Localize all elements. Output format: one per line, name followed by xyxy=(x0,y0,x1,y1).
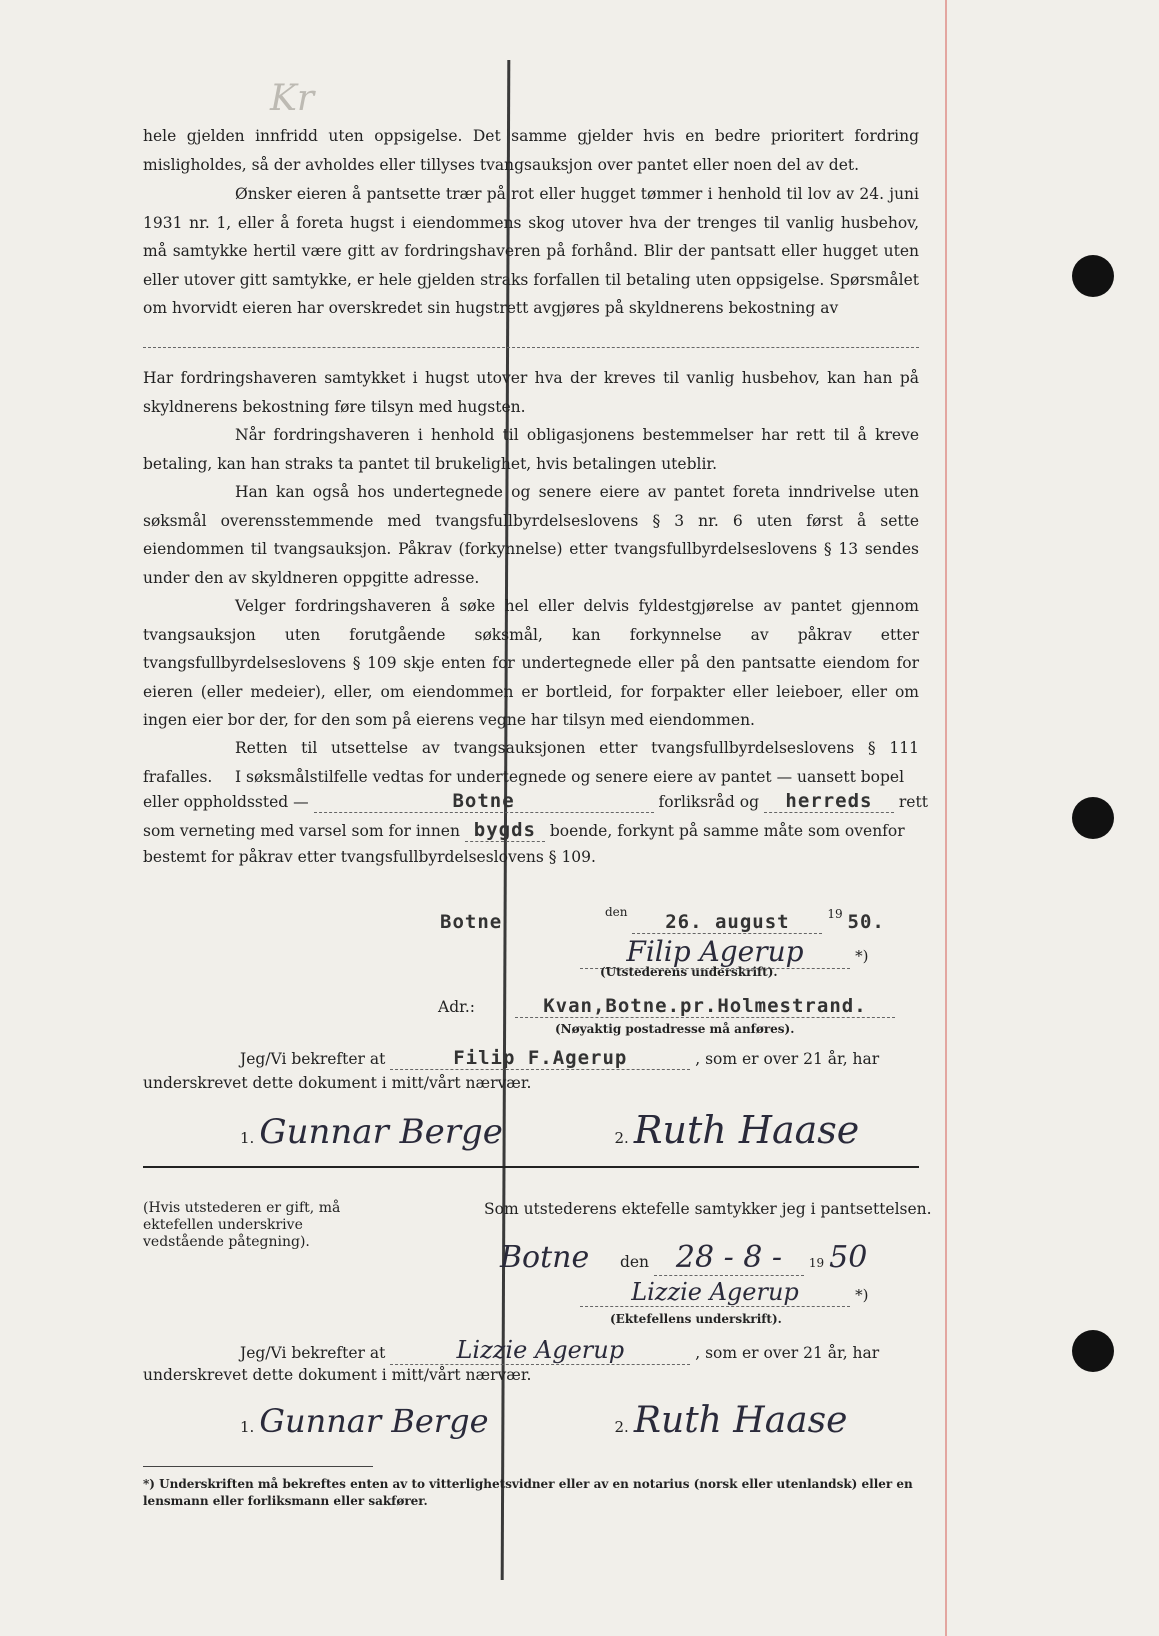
spouse-signature-line: Lizzie Agerup *) xyxy=(580,1278,868,1307)
issuer-date-line: Botne $^{den}$ 26. august $^{19}$ 50. xyxy=(440,905,885,933)
issuer-signature-caption: (Utstederens underskrift). xyxy=(600,965,778,979)
paragraph-8: I søksmålstilfelle vedtas for undertegnede og senere eiere av pantet — uansett bopel xyxy=(235,768,905,786)
punch-hole-bottom xyxy=(1072,1330,1114,1372)
issuer-address-line: Adr.: Kvan,Botne.pr.Holmestrand. xyxy=(438,995,895,1018)
venue-place-field: Botne xyxy=(314,790,654,813)
corner-mark: Kr xyxy=(270,78,315,119)
paragraph-1: hele gjelden innfridd uten oppsigelse. Det samme gjelder hvis en bedre prioritert fordring misligholdes, så der avholdes eller tillyses tvangsauksjon over pantet eller noen del av det. xyxy=(143,127,919,174)
issuer-signature: Filip Agerup xyxy=(580,935,850,969)
paragraph-3: Har fordringshaveren samtykket i hugst utover hva der kreves til vanlig husbehov, kan han på skyldnerens bekostning føre tilsyn med hugsten. xyxy=(143,369,919,416)
spouse-witness-1-signature: Gunnar Berge xyxy=(259,1402,489,1440)
footnote: *) Underskriften må bekreftes enten av to vitterlighetsvidner eller av en notarius (norsk eller utenlandsk) eller en lensmann eller forliksmann eller sakfører. xyxy=(143,1477,913,1508)
paragraph-5: Han kan også hos undertegnede og senere eiere av pantet foreta inndrivelse uten søksmål overensstemmende med tvangsfullbyrdelseslovens § 3 nr. 6 uten først å sette eiendommen til tvangsauksjon. Påkrav (forkynnelse) etter tvangsfullbyrdelseslovens § 13 sendes under den av skyldneren oppgitte adresse. xyxy=(143,483,919,587)
punch-hole-middle xyxy=(1072,797,1114,839)
spouse-confirm-line-2: underskrevet dette dokument i mitt/vårt nærvær. xyxy=(143,1366,532,1384)
spouse-signature: Lizzie Agerup xyxy=(580,1278,850,1307)
spouse-confirm-line: Jeg/Vi bekrefter at Lizzie Agerup , som er over 21 år, har xyxy=(240,1336,880,1364)
paragraph-6: Velger fordringshaveren å søke hel eller delvis fyldestgjørelse av pantet gjennom tvangsauksjon uten forutgående søksmål, kan forkynnelse av påkrav etter tvangsfullbyrdelseslovens § 109 skje enten for undertegnede eller på den pantsatte eiendom for eieren (eller medeier), eller, om eiendommen er bortleid, for forpakter eller leieboer, eller om ingen eier bor der, for den som på eierens vegne har tilsyn med eiendommen. xyxy=(143,597,919,729)
spouse-witnesses: 1. Gunnar Berge 2. Ruth Haase xyxy=(240,1400,848,1441)
spouse-signature-caption: (Ektefellens underskrift). xyxy=(610,1312,782,1326)
venue-court-field: herreds xyxy=(764,790,894,813)
spouse-consent: Som utstederens ektefelle samtykker jeg i pantsettelsen. xyxy=(484,1200,932,1218)
venue-area-field: bygds xyxy=(465,819,545,842)
paragraph-7: Retten til utsettelse av tvangsauksjonen etter tvangsfullbyrdelseslovens § 111 frafalles. xyxy=(143,739,919,786)
issuer-witnesses: 1. Gunnar Berge 2. Ruth Haase xyxy=(240,1108,860,1152)
spouse-note: (Hvis utstederen er gift, må ektefellen underskrive vedstående påtegning). xyxy=(143,1200,341,1250)
punch-hole-top xyxy=(1072,255,1114,297)
issuer-confirm-line-2: underskrevet dette dokument i mitt/vårt nærvær. xyxy=(143,1074,532,1092)
issuer-confirm-line: Jeg/Vi bekrefter at Filip F.Agerup , som er over 21 år, har xyxy=(240,1047,880,1069)
spouse-date-line: Botne den 28 - 8 - 19 50 xyxy=(500,1240,868,1275)
issuer-signature-line: Filip Agerup *) xyxy=(580,935,868,969)
blank-line xyxy=(143,347,919,348)
witness-1-signature: Gunnar Berge xyxy=(259,1112,503,1152)
paragraph-2: Ønsker eieren å pantsette trær på rot eller hugget tømmer i henhold til lov av 24. juni 1931 nr. 1, eller å foreta hugst i eiendommens skog utover hva der trenges til vanlig husbehov, må samtykke hertil være gitt av fordringshaveren på forhånd. Blir der pantsatt eller hugget uten eller utover gitt samtykke, er hele gjelden straks forfallen til betaling uten oppsigelse. Spørsmålet om hvorvidt eieren har overskredet sin hugstrett avgjøres på skyldnerens bekostning av xyxy=(143,185,919,317)
venue-line-3: bestemt for påkrav etter tvangsfullbyrdelseslovens § 109. xyxy=(143,848,596,866)
venue-line-2: som verneting med varsel som for innen bygds boende, forkynt på samme måte som ovenfor xyxy=(143,819,905,841)
venue-line-1: eller oppholdssted — Botne forliksråd og herreds rett xyxy=(143,790,928,812)
paragraph-4: Når fordringshaveren i henhold til obligasjonens bestemmelser har rett til å kreve betaling, kan han straks ta pantet til brukelighet, hvis betalingen uteblir. xyxy=(143,426,919,473)
issuer-address-caption: (Nøyaktig postadresse må anføres). xyxy=(555,1022,795,1036)
spouse-witness-2-signature: Ruth Haase xyxy=(633,1400,848,1441)
red-margin-line xyxy=(945,0,947,1636)
witness-2-signature: Ruth Haase xyxy=(633,1108,860,1152)
section-divider xyxy=(143,1166,919,1168)
footnote-rule xyxy=(143,1466,373,1467)
